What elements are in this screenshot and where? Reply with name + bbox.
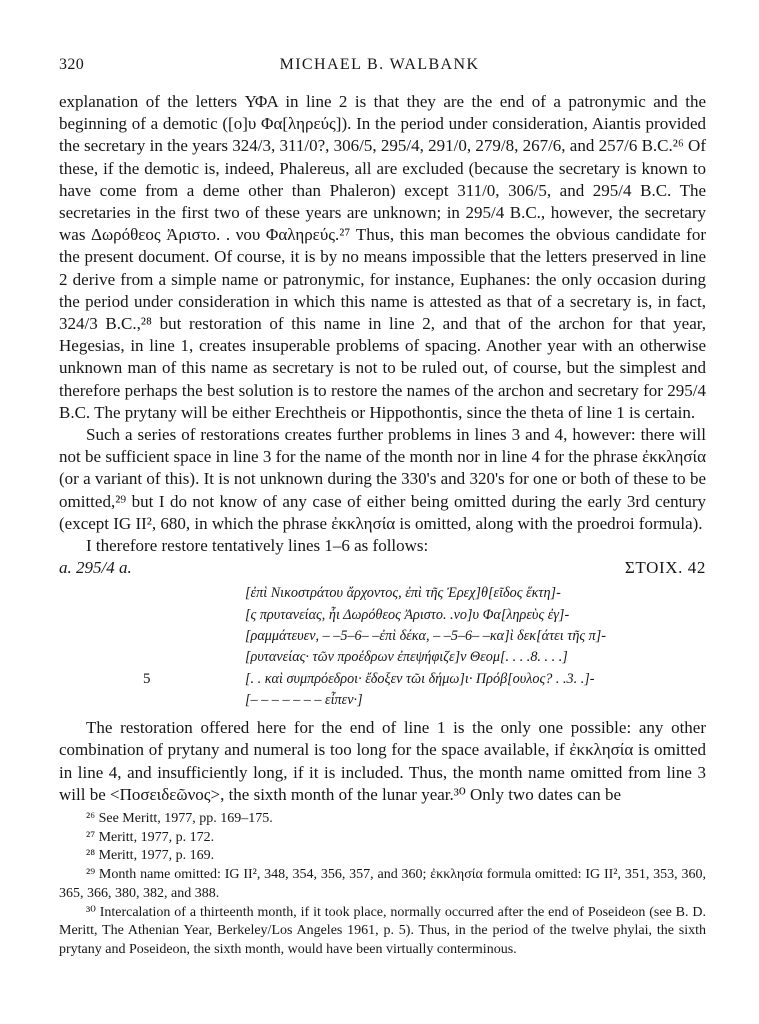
footnote: ²⁸ Meritt, 1977, p. 169. [86,848,215,864]
footnote: ²⁹ Month name omitted: IG II², 348, 354, 356, 357, and 360; ἐκκλησία formula omitted: IG II², 351, 353, 360, 365, 366, 380, 382, and 388. [59,867,706,901]
restoration-header [59,557,706,579]
inscription-line: [ρυτανείας· τῶν προέδρων ἐπεψήφιζε]ν Θεομ[. . . .8. . . .] [245,649,568,666]
paragraph-3: I therefore restore tentatively lines 1–6 as follows: [86,536,429,556]
running-head-author: MICHAEL B. WALBANK [279,56,480,73]
footnotes [59,810,706,960]
paragraph-2: Such a series of restorations creates further problems in lines 3 and 4, however: there will not be sufficient space in line 3 for the name of the month nor in line 4 for the phrase ἐκκλησία (or a variant of this). It is not unknown during the 330's and 320's for one or both of these to be omitted,²⁹ but I do not know of any case of either being omitted during the early 3rd century (except IG II², 680, in which the phrase ἐκκλησία is omitted, along with the proedroi formula). [59,425,706,533]
inscription-line: [ς πρυτανείας, ἧι Δωρόθεος Ἀριστο. .νο]υ Φα[ληρεὺς ἐγ]- [245,606,570,623]
page-number: 320 [59,56,85,73]
main-text [59,91,706,806]
inscription-line: [ἐπὶ Νικοστράτου ἄρχοντος, ἐπὶ τῆς Ἐρεχ]θ[εῖδος ἕκτη]- [245,585,561,602]
inscription-line-text: [. . καὶ συμπρόεδροι· ἔδοξεν τῶι δήμω]ι· Πρόβ[ουλος? . .3. .]- [245,670,595,687]
paragraph-1: explanation of the letters ΥΦΑ in line 2 is that they are the end of a patronymic and the beginning of a demotic ([ο]υ Φα[ληρεύς]). In the period under consideration, Aiantis provided the secretary in the years 324/3, 311/0?, 306/5, 295/4, 291/0, 279/8, 267/6, and 257/6 B.C.²⁶ Of these, if the demotic is, indeed, Phalereus, all are excluded (because the secretary is known to have come from a deme other than Phaleron) except 311/0, 306/5, and 295/4 B.C. The secretaries in the first two of these years are unknown; in 295/4 B.C., however, the secretary was Δωρόθεος Ἀριστο. . νου Φαληρεύς.²⁷ Thus, this man becomes the obvious candidate for the present document. Of course, it is by no means impossible that the letters preserved in line 2 derive from a simple name or patronymic, for instance, Euphanes: the only occasion during the period under consideration in which this name is attested as that of a secretary is, in fact, 324/3 B.C.,²⁸ but restoration of this name in line 2, and that of the archon for that year, Hegesias, in line 1, creates insuperable problems of spacing. Another year with an otherwise unknown man of this name as secretary is not to be ruled out, of course, but the simplest and therefore perhaps the best solution is to restore the names of the archon and secretary for 295/4 B.C. The prytany will be either Erechtheis or Hippothontis, since the theta of line 1 is certain. [59,92,706,422]
paragraph-after-restoration: The restoration offered here for the end of line 1 is the only one possible: any other combination of prytany and numeral is too long for the space available, if ἐκκλησία is omitted in line 4, and insufficiently long, if it is included. Thus, the month name omitted from line 3 will be <Ποσειδεῶνος>, the sixth month of the lunar year.³⁰ Only two dates can be [59,718,706,804]
inscription-restoration [59,583,706,711]
stoich-label: ΣΤΟΙΧ. 42 [624,558,706,578]
footnote: ²⁶ See Meritt, 1977, pp. 169–175. [86,811,273,826]
footnote: ³⁰ Intercalation of a thirteenth month, if it took place, normally occurred after the end of Poseideon (see B. D. Meritt, The Athenian Year, Berkeley/Los Angeles 1961, p. 5). Thus, in the period of the twelve phylai, the sixth prytany and Poseideon, the sixth month, would have been virtually conterminous. [59,904,706,957]
line-number: 5 [143,670,151,687]
inscription-line: [– – – – – – – εἶπεν·] [245,691,363,708]
restoration-date: a. 295/4 a. [59,558,132,578]
footnote: ²⁷ Meritt, 1977, p. 172. [86,829,215,845]
inscription-line-5 [59,669,706,690]
inscription-line: [ραμμάτευεν, – –5–6– –ἐπὶ δέκα, – –5–6– –κα]ὶ δεκ[άτει τῆς π]- [245,628,607,645]
